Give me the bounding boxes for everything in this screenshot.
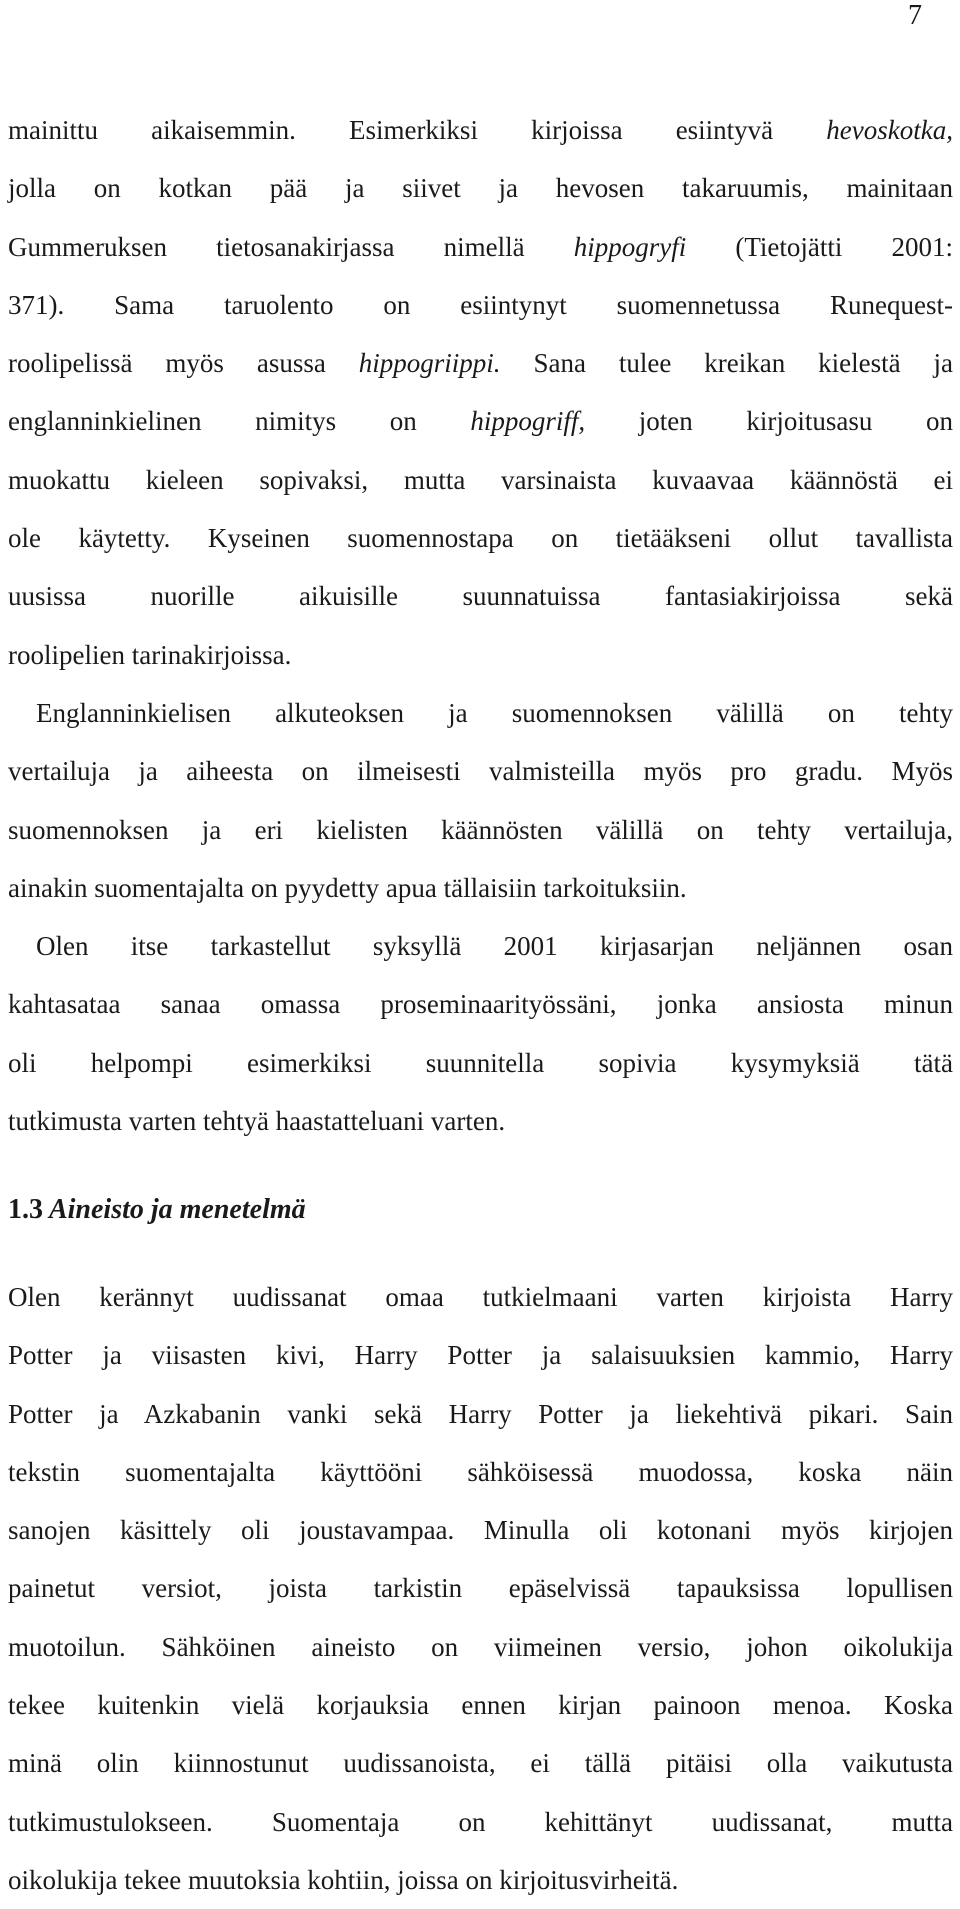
text-line: ole käytetty. Kyseinen suomennostapa on tietääkseni ollut tavallista xyxy=(8,523,953,554)
text-segment: englanninkielinen nimitys on xyxy=(8,406,471,437)
italic-term: hevoskotka, xyxy=(826,115,953,145)
paragraph-4 xyxy=(8,1268,953,1909)
text-segment: (Tietojätti 2001: xyxy=(686,231,954,262)
text-segment: roolipelissä myös asussa xyxy=(8,348,359,379)
text-line: vertailuja ja aiheesta on ilmeisesti valmisteilla myös pro gradu. Myös xyxy=(8,756,953,787)
italic-term: hippogryfi xyxy=(573,231,687,262)
text-line: roolipelien tarinakirjoissa. xyxy=(8,639,292,670)
text-line: Potter ja viisasten kivi, Harry Potter ja salaisuuksien kammio, Harry xyxy=(8,1340,953,1371)
italic-term: hippogriff, xyxy=(470,406,586,437)
text-line: tutkimusta varten tehtyä haastatteluani varten. xyxy=(8,1105,506,1136)
page-number: 7 xyxy=(908,0,922,31)
text-line: tekstin suomentajalta käyttööni sähköisessä muodossa, koska näin xyxy=(8,1456,953,1487)
section-heading xyxy=(8,1194,306,1226)
text-line: minä olin kiinnostunut uudissanoista, ei tällä pitäisi olla vaikutusta xyxy=(8,1748,953,1779)
text-line: tekee kuitenkin vielä korjauksia ennen kirjan painoon menoa. Koska xyxy=(8,1690,953,1721)
text-segment: Olen itse tarkastellut syksyllä 2001 kirjasarjan neljännen osan xyxy=(36,931,953,961)
text-segment: joten kirjoitusasu on xyxy=(585,406,953,437)
text-line: 371). Sama taruolento on esiintynyt suomennetussa Runequest- xyxy=(8,289,953,320)
text-segment: Sana tulee kreikan kielestä ja xyxy=(500,348,953,379)
paragraph-3 xyxy=(8,917,953,1150)
paragraph-1 xyxy=(8,101,953,684)
text-line xyxy=(8,917,953,975)
section-number: 1.3 xyxy=(8,1194,43,1225)
text-line xyxy=(8,334,953,392)
text-line: suomennoksen ja eri kielisten käännösten välillä on tehty vertailuja, xyxy=(8,814,953,845)
text-line: muokattu kieleen sopivaksi, mutta varsinaista kuvaavaa käännöstä ei xyxy=(8,464,953,495)
text-segment: mainittu aikaisemmin. Esimerkiksi kirjoissa esiintyvä xyxy=(8,115,827,145)
text-line: sanojen käsittely oli joustavampaa. Minulla oli kotonani myös kirjojen xyxy=(8,1515,953,1546)
italic-term: hippogriippi. xyxy=(358,348,501,379)
text-line: Olen kerännyt uudissanat omaa tutkielmaani varten kirjoista Harry xyxy=(8,1282,953,1312)
text-line: jolla on kotkan pää ja siivet ja hevosen takaruumis, mainitaan xyxy=(8,173,953,204)
section-title: Aineisto ja menetelmä xyxy=(43,1194,306,1225)
text-segment: Gummeruksen tietosanakirjassa nimellä xyxy=(8,231,574,262)
text-line: uusissa nuorille aikuisille suunnatuissa fantasiakirjoissa sekä xyxy=(8,581,953,612)
text-line xyxy=(8,218,953,276)
paragraph-2 xyxy=(8,684,953,917)
text-line: oli helpompi esimerkiksi suunnitella sopivia kysymyksiä tätä xyxy=(8,1047,953,1078)
text-line xyxy=(8,392,953,450)
text-line: painetut versiot, joista tarkistin epäselvissä tapauksissa lopullisen xyxy=(8,1573,953,1604)
text-line: muotoilun. Sähköinen aineisto on viimeinen versio, johon oikolukija xyxy=(8,1631,953,1662)
text-line: oikolukija tekee muutoksia kohtiin, joissa on kirjoitusvirheitä. xyxy=(8,1864,679,1895)
text-line: kahtasataa sanaa omassa proseminaarityössäni, jonka ansiosta minun xyxy=(8,989,953,1020)
text-line xyxy=(8,101,953,159)
text-line: ainakin suomentajalta on pyydetty apua tällaisiin tarkoituksiin. xyxy=(8,872,687,903)
text-line xyxy=(8,684,953,742)
text-line: Potter ja Azkabanin vanki sekä Harry Potter ja liekehtivä pikari. Sain xyxy=(8,1398,953,1429)
text-line: tutkimustulokseen. Suomentaja on kehittänyt uudissanat, mutta xyxy=(8,1806,953,1837)
text-segment: Englanninkielisen alkuteoksen ja suomennoksen välillä on tehty xyxy=(36,698,953,728)
